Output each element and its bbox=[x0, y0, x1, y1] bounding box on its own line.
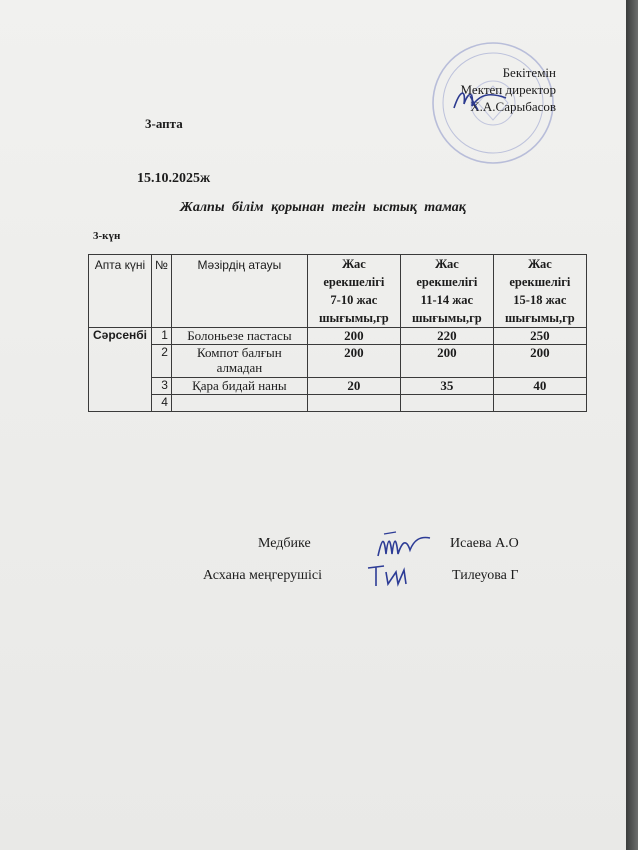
table-row bbox=[89, 395, 587, 412]
day-label: 3-күн bbox=[93, 230, 121, 242]
week-label: 3-апта bbox=[145, 116, 183, 131]
dish-name: Болоньезе пастасы bbox=[171, 328, 307, 345]
document-title: Жалпы білім қорынан тегін ыстық тамақ bbox=[180, 200, 466, 215]
dish-name: Компот балғын алмадан bbox=[171, 345, 307, 378]
page-shadow-edge bbox=[626, 0, 638, 850]
portion-15-18: 250 bbox=[493, 328, 586, 345]
nurse-signature bbox=[376, 528, 434, 564]
portion-7-10: 200 bbox=[307, 328, 400, 345]
canteen-manager-role: Асхана меңгерушісі bbox=[203, 568, 322, 583]
row-number: 4 bbox=[152, 395, 172, 412]
table-row bbox=[89, 345, 587, 378]
header-dish-name: Мәзірдің атауы bbox=[171, 255, 307, 328]
canteen-manager-name: Тилеуова Г bbox=[452, 568, 519, 583]
portion-15-18: 40 bbox=[493, 378, 586, 395]
table-row bbox=[89, 378, 587, 395]
row-number: 1 bbox=[152, 328, 172, 345]
row-number: 3 bbox=[152, 378, 172, 395]
approval-position: Мектеп директор bbox=[460, 82, 556, 97]
portion-15-18: 200 bbox=[493, 345, 586, 378]
header-age-15-18: Жас ерекшелігі 15-18 жас шығымы,гр bbox=[493, 255, 586, 328]
portion-11-14: 220 bbox=[400, 328, 493, 345]
dish-name bbox=[171, 395, 307, 412]
header-number: № bbox=[152, 255, 172, 328]
row-number: 2 bbox=[152, 345, 172, 378]
portion-7-10 bbox=[307, 395, 400, 412]
dish-name: Қара бидай наны bbox=[171, 378, 307, 395]
table-header-row bbox=[89, 255, 587, 328]
nurse-role: Медбике bbox=[258, 536, 311, 551]
header-weekday: Апта күні bbox=[89, 255, 152, 328]
portion-7-10: 200 bbox=[307, 345, 400, 378]
portion-11-14: 35 bbox=[400, 378, 493, 395]
menu-table bbox=[88, 254, 587, 412]
table-row bbox=[89, 328, 587, 345]
portion-7-10: 20 bbox=[307, 378, 400, 395]
nurse-name: Исаева А.О bbox=[450, 536, 519, 551]
document-date: 15.10.2025ж bbox=[137, 171, 211, 186]
weekday-cell: Сәрсенбі bbox=[89, 328, 152, 412]
canteen-manager-signature bbox=[366, 562, 420, 592]
approval-heading: Бекітемін bbox=[502, 65, 556, 80]
portion-11-14: 200 bbox=[400, 345, 493, 378]
header-age-7-10: Жас ерекшелігі 7-10 жас шығымы,гр bbox=[307, 255, 400, 328]
director-signature bbox=[450, 84, 510, 114]
approval-director-name: Х.А.Сарыбасов bbox=[470, 99, 556, 114]
header-age-11-14: Жас ерекшелігі 11-14 жас шығымы,гр bbox=[400, 255, 493, 328]
portion-15-18 bbox=[493, 395, 586, 412]
portion-11-14 bbox=[400, 395, 493, 412]
